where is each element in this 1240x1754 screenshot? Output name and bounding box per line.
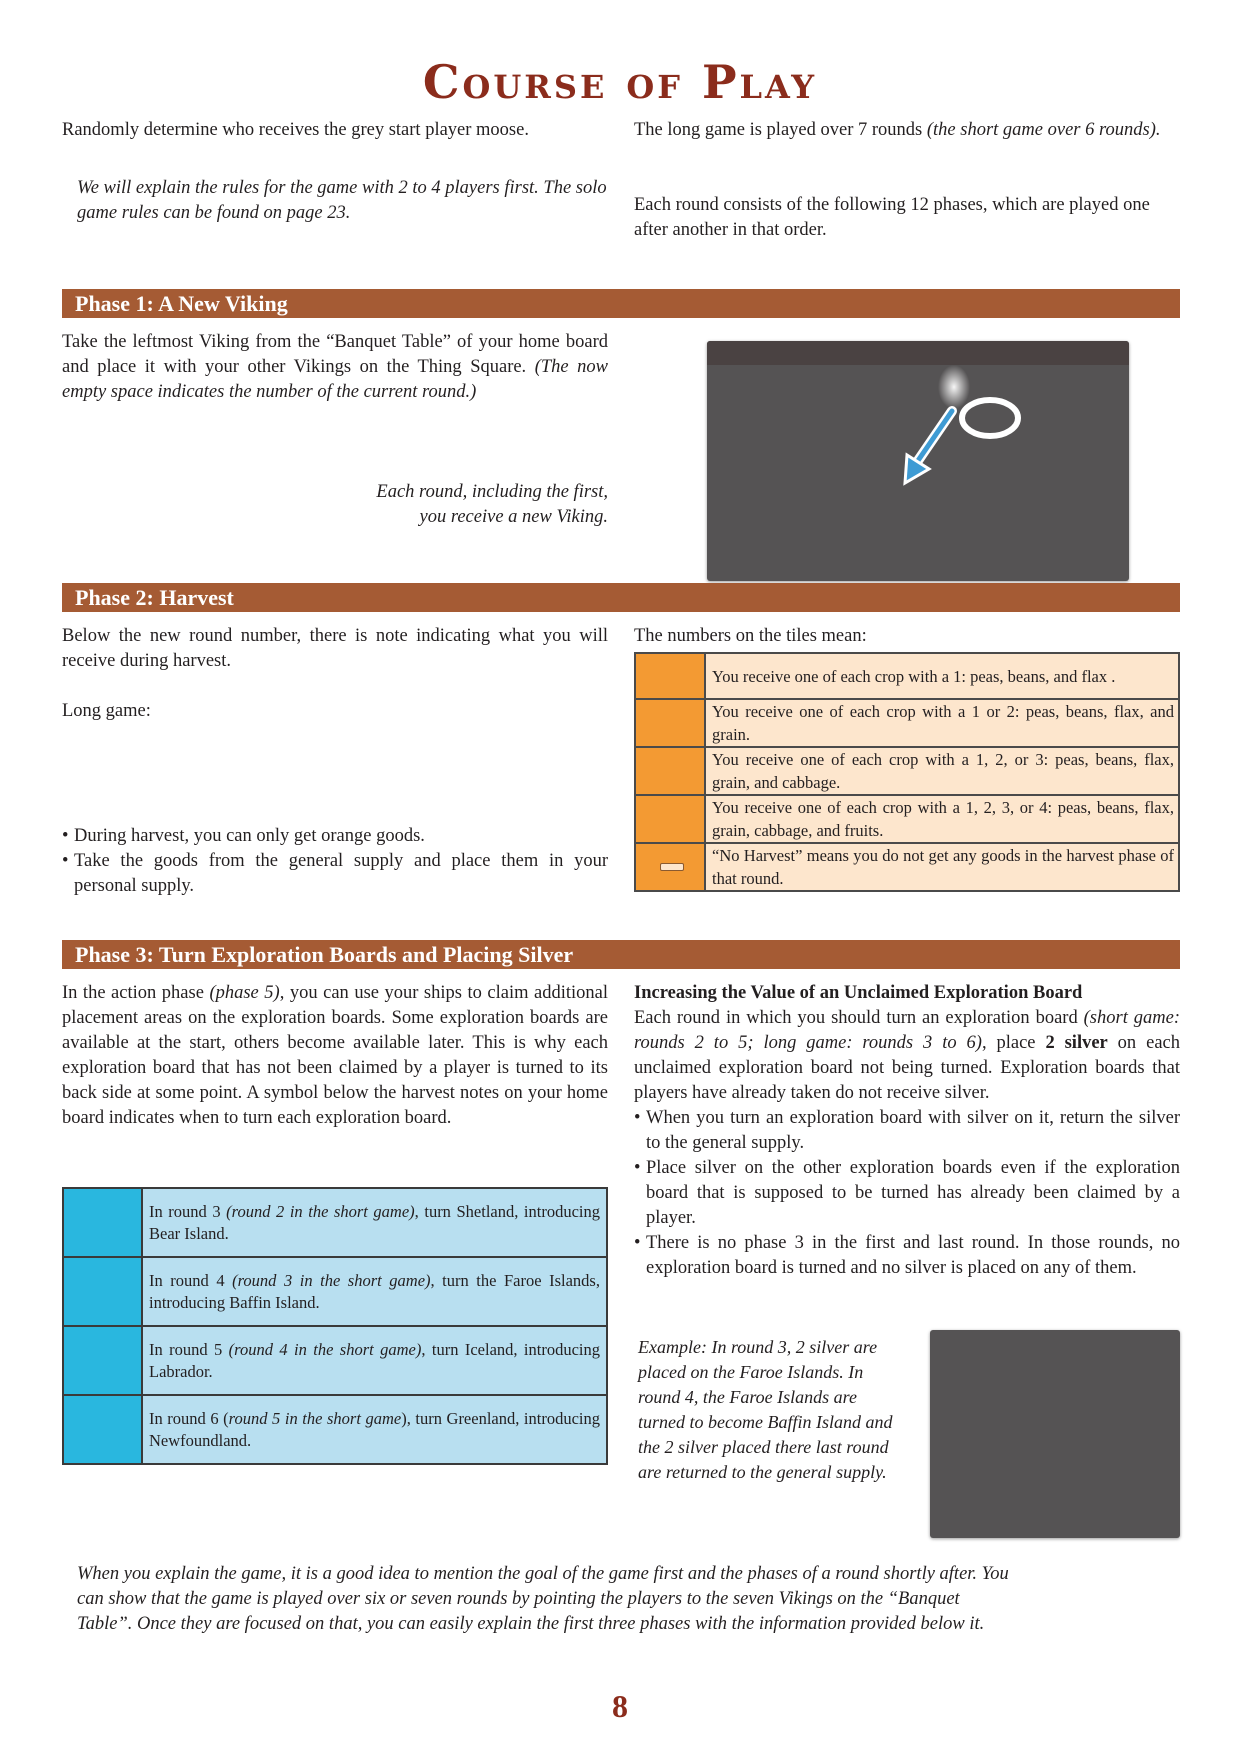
- page-title: Course of Play: [422, 55, 818, 109]
- harvest-tile-icon: [636, 796, 706, 842]
- phase3-body: In the action phase (phase 5), you can use your ships to claim additional placement areas on the exploration boards. Some exploration boards are available at the start, others become available later. This is why each exploration board that has not been claimed by a player is turned to its back side at some point. A symbol below the harvest notes on your home board indicates when to turn each exploration board.: [62, 983, 609, 1128]
- exploration-turn-icon: [64, 1189, 143, 1256]
- table-row: You receive one of each crop with a 1, 2, or 3: peas, beans, flax, grain, and cabbage.: [636, 746, 1178, 794]
- phase2-long-game: Long game:: [62, 701, 151, 721]
- list-item: • When you turn an exploration board with silver on it, return the silver to the general supply.: [634, 1106, 1180, 1156]
- intro-rounds: The long game is played over 7 rounds (the short game over 6 rounds).: [634, 120, 1161, 140]
- harvest-tile-icon: [636, 748, 706, 794]
- phase1-body: Take the leftmost Viking from the “Banquet Table” of your home board and place it with your other Vikings on the Thing Square. (The now empty space indicates the number of the current round.): [62, 332, 608, 402]
- viking-move-arrow-icon: [707, 341, 1129, 581]
- phase3-subheading: Increasing the Value of an Unclaimed Exploration Board: [634, 983, 1083, 1003]
- tiles-intro: The numbers on the tiles mean:: [634, 626, 867, 646]
- harvest-tiles-table: [634, 652, 1180, 892]
- exploration-turn-icon: [64, 1327, 143, 1394]
- exploration-turn-icon: [64, 1258, 143, 1325]
- intro-rules-note: We will explain the rules for the game with 2 to 4 players first. The solo game rules can be found on page 23.: [77, 178, 607, 223]
- intro-start-player: Randomly determine who receives the grey start player moose.: [62, 120, 529, 140]
- table-row: In round 5 (round 4 in the short game), turn Iceland, introducing Labrador.: [64, 1325, 606, 1394]
- no-harvest-tile-icon: [636, 844, 706, 890]
- explain-tip: When you explain the game, it is a good idea to mention the goal of the game first and the phases of a round shortly after. You can show that the game is played over six or seven rounds by pointing the players to the seven Vikings on the “Banquet Table”. Once they are focused on that, you can easily explain the first three phases with the information provided below it.: [77, 1564, 1009, 1634]
- table-row: In round 4 (round 3 in the short game), turn the Faroe Islands, introducing Baffin Island.: [64, 1256, 606, 1325]
- table-row: In round 3 (round 2 in the short game), turn Shetland, introducing Bear Island.: [64, 1189, 606, 1256]
- intro-phases: Each round consists of the following 12 phases, which are played one after another in that order.: [634, 195, 1150, 240]
- harvest-tile-icon: [636, 654, 706, 698]
- harvest-tile-icon: [636, 700, 706, 746]
- phase2-body: Below the new round number, there is note indicating what you will receive during harvest.: [62, 626, 608, 671]
- list-item: • Take the goods from the general supply and place them in your personal supply.: [62, 849, 608, 899]
- phase2-bullets: [62, 824, 608, 899]
- banquet-table-image: [707, 341, 1129, 581]
- list-item: • There is no phase 3 in the first and last round. In those rounds, no exploration board is turned and no silver is placed on any of them.: [634, 1231, 1180, 1281]
- table-row: “No Harvest” means you do not get any goods in the harvest phase of that round.: [636, 842, 1178, 890]
- phase3-example: Example: In round 3, 2 silver are placed on the Faroe Islands. In round 4, the Faroe Islands are turned to become Baffin Island and the 2 silver placed there last round are returned to the general supply.: [638, 1337, 893, 1482]
- list-item: • During harvest, you can only get orange goods.: [62, 824, 608, 849]
- table-row: You receive one of each crop with a 1, 2, 3, or 4: peas, beans, flax, grain, cabbage, and fruits.: [636, 794, 1178, 842]
- example-board-image: [930, 1330, 1180, 1538]
- phase1-caption: Each round, including the first, you receive a new Viking.: [376, 482, 608, 527]
- page-number: 8: [612, 1688, 628, 1724]
- exploration-turn-icon: [64, 1396, 143, 1463]
- phase2-header: Phase 2: Harvest: [62, 583, 1180, 612]
- table-row: You receive one of each crop with a 1: peas, beans, and flax .: [636, 654, 1178, 698]
- phase3-sub-body: Each round in which you should turn an exploration board (short game: rounds 2 to 5; long game: rounds 3 to 6), place 2 silver on each unclaimed exploration board not being turned. Exploration boards that players have already taken do not receive silver.: [634, 1008, 1180, 1103]
- table-row: In round 6 (round 5 in the short game), turn Greenland, introducing Newfoundland.: [64, 1394, 606, 1463]
- phase3-bullets: [634, 1106, 1180, 1281]
- phase3-header: Phase 3: Turn Exploration Boards and Placing Silver: [62, 940, 1180, 969]
- table-row: You receive one of each crop with a 1 or 2: peas, beans, flax, and grain.: [636, 698, 1178, 746]
- exploration-rounds-table: [62, 1187, 608, 1465]
- list-item: • Place silver on the other exploration boards even if the exploration board that is supposed to be turned has already been claimed by a player.: [634, 1156, 1180, 1231]
- phase1-header: Phase 1: A New Viking: [62, 289, 1180, 318]
